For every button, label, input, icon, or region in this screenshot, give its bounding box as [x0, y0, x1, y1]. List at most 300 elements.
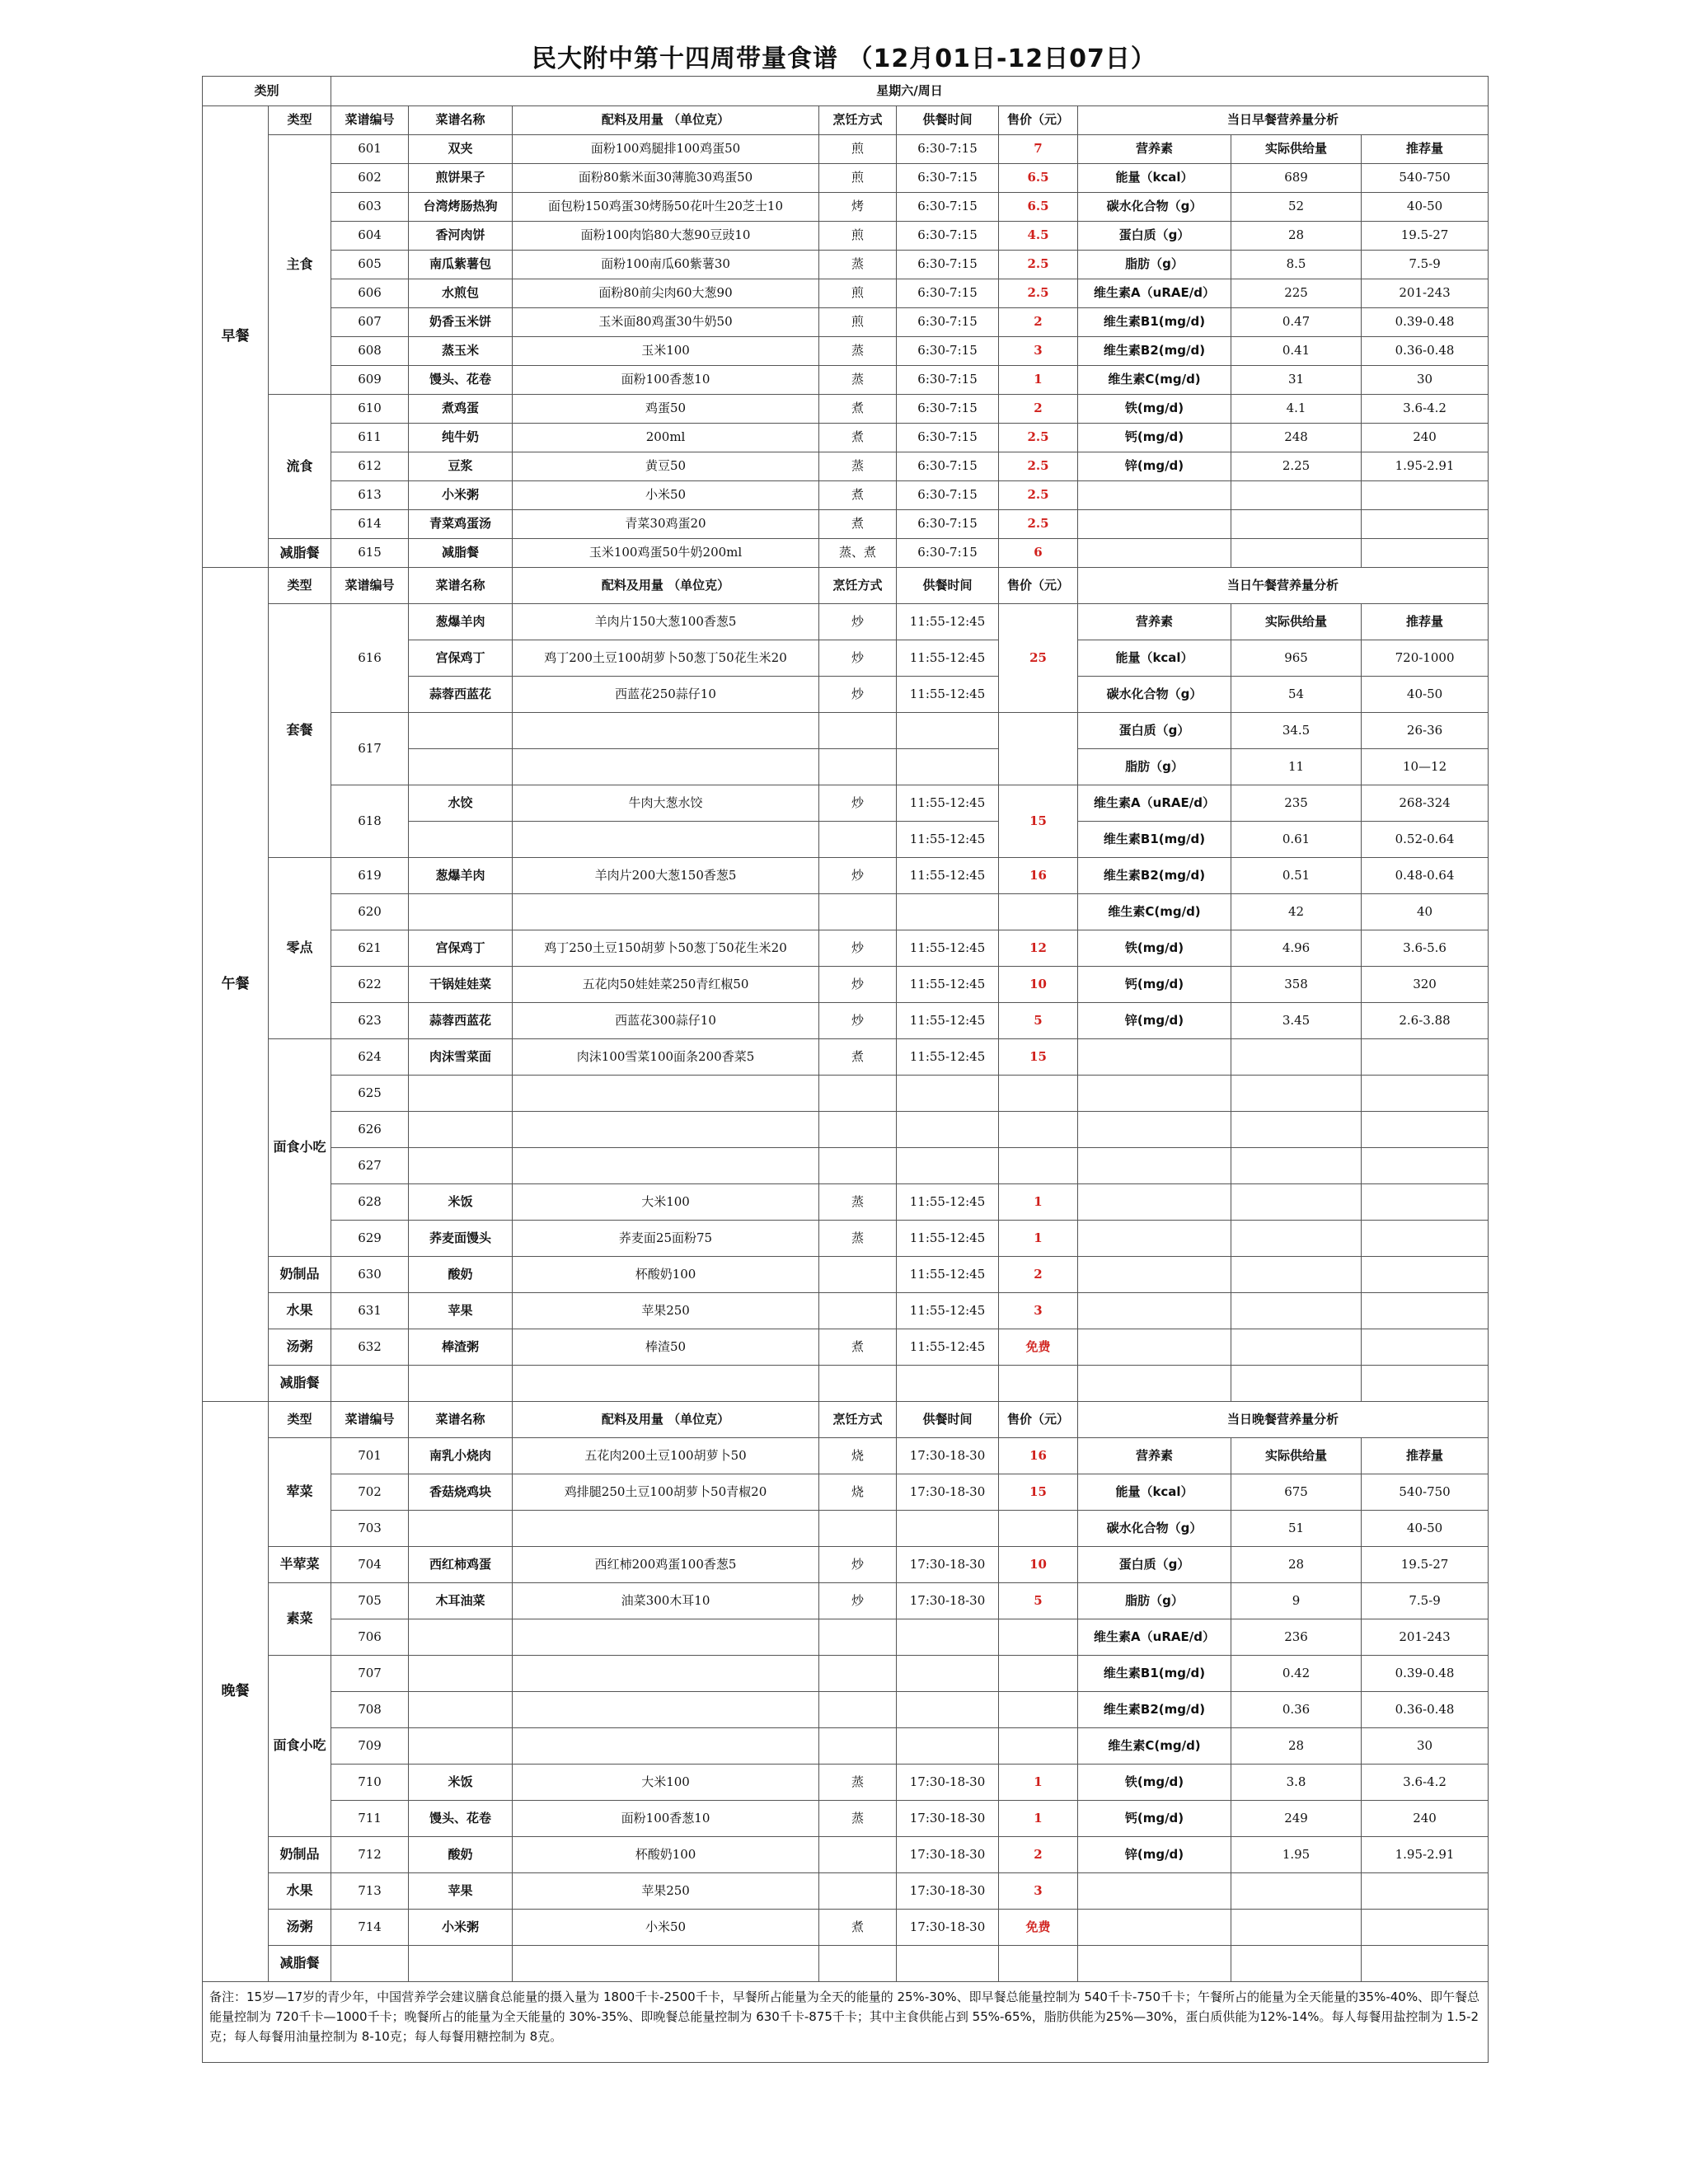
serving-time: 11:55-12:45	[897, 640, 999, 677]
dish-ingredients: 玉米100	[513, 337, 819, 366]
dish-ingredients: 大米100	[513, 1184, 819, 1221]
cook-method: 炒	[819, 1547, 897, 1583]
dish-name: 香河肉饼	[409, 222, 513, 251]
nutrient-name: 维生素C(mg/d)	[1078, 894, 1231, 930]
empty-cell	[1362, 1184, 1489, 1221]
dish-id: 632	[331, 1329, 409, 1366]
serving-time: 11:55-12:45	[897, 1257, 999, 1293]
dish-name	[409, 894, 513, 930]
dish-price: 免费	[999, 1329, 1078, 1366]
table-row	[203, 894, 1489, 930]
dish-price: 6	[999, 539, 1078, 568]
cook-method: 炒	[819, 677, 897, 713]
nutrition-analysis-title: 当日晚餐营养量分析	[1078, 1402, 1489, 1438]
menu-table	[202, 76, 1489, 2063]
empty-cell	[1078, 1039, 1231, 1076]
nutrient-actual: 0.61	[1231, 822, 1362, 858]
table-row	[203, 106, 1489, 135]
empty-cell	[513, 713, 819, 749]
dish-price: 2.5	[999, 279, 1078, 308]
table-row	[203, 279, 1489, 308]
empty-cell	[1078, 1257, 1231, 1293]
dish-name: 煮鸡蛋	[409, 395, 513, 424]
dish-name	[409, 1366, 513, 1402]
dish-type: 半荤菜	[269, 1547, 331, 1583]
serving-time: 11:55-12:45	[897, 677, 999, 713]
nutrient-actual: 51	[1231, 1511, 1362, 1547]
dish-price: 2	[999, 1837, 1078, 1873]
table-row	[203, 77, 1489, 106]
empty-cell	[1362, 1148, 1489, 1184]
empty-cell	[1078, 1873, 1231, 1910]
dish-price: 2.5	[999, 251, 1078, 279]
serving-time: 17:30-18-30	[897, 1910, 999, 1946]
dish-ingredients: 鸡丁200土豆100胡萝卜50葱丁50花生米20	[513, 640, 819, 677]
serving-time: 11:55-12:45	[897, 822, 999, 858]
cook-method: 炒	[819, 930, 897, 967]
section-label: 早餐	[203, 106, 269, 568]
table-row	[203, 251, 1489, 279]
empty-cell	[1078, 1112, 1231, 1148]
dish-id: 608	[331, 337, 409, 366]
empty-cell	[513, 749, 819, 785]
dish-ingredients	[513, 1366, 819, 1402]
ingredients-header: 配料及用量 （单位克）	[513, 106, 819, 135]
dish-type: 套餐	[269, 604, 331, 858]
cook-method: 煎	[819, 222, 897, 251]
serving-time: 11:55-12:45	[897, 1039, 999, 1076]
nutrient-name: 脂肪（g）	[1078, 1583, 1231, 1619]
serving-time: 11:55-12:45	[897, 1221, 999, 1257]
empty-cell	[1362, 1293, 1489, 1329]
dish-ingredients: 西红柿200鸡蛋100香葱5	[513, 1547, 819, 1583]
ingredients-header: 配料及用量 （单位克）	[513, 568, 819, 604]
dish-price: 5	[999, 1583, 1078, 1619]
dish-name: 奶香玉米饼	[409, 308, 513, 337]
empty-cell	[1078, 539, 1231, 568]
nutrient-name: 铁(mg/d)	[1078, 930, 1231, 967]
dish-ingredients: 鸡蛋50	[513, 395, 819, 424]
dish-id: 714	[331, 1910, 409, 1946]
table-row	[203, 366, 1489, 395]
nutrient-actual: 358	[1231, 967, 1362, 1003]
nutrient-recommended: 40-50	[1362, 677, 1489, 713]
dish-name: 香菇烧鸡块	[409, 1474, 513, 1511]
dish-name: 葱爆羊肉	[409, 604, 513, 640]
cook-method	[819, 1946, 897, 1982]
dish-name: 苹果	[409, 1873, 513, 1910]
time-header: 供餐时间	[897, 106, 999, 135]
empty-cell	[819, 713, 897, 749]
dish-ingredients	[513, 1728, 819, 1765]
dish-id: 631	[331, 1293, 409, 1329]
table-row	[203, 1583, 1489, 1619]
nutrient-name: 能量（kcal）	[1078, 164, 1231, 193]
serving-time	[897, 1946, 999, 1982]
nutrient-recommended: 0.39-0.48	[1362, 1656, 1489, 1692]
nutrient-name: 钙(mg/d)	[1078, 424, 1231, 452]
dish-name: 木耳油菜	[409, 1583, 513, 1619]
section-label: 晚餐	[203, 1402, 269, 1982]
dish-name: 馒头、花卷	[409, 1801, 513, 1837]
nutrient-recommended: 3.6-4.2	[1362, 395, 1489, 424]
dish-price: 1	[999, 1765, 1078, 1801]
table-row	[203, 1148, 1489, 1184]
ingredients-header: 配料及用量 （单位克）	[513, 1402, 819, 1438]
nutrient-name: 铁(mg/d)	[1078, 1765, 1231, 1801]
dish-id: 711	[331, 1801, 409, 1837]
dish-name: 煎饼果子	[409, 164, 513, 193]
dish-name	[409, 1148, 513, 1184]
id-header: 菜谱编号	[331, 106, 409, 135]
dish-type: 主食	[269, 135, 331, 395]
dish-id: 619	[331, 858, 409, 894]
empty-cell	[1078, 1946, 1231, 1982]
nutrient-name: 维生素C(mg/d)	[1078, 1728, 1231, 1765]
dish-name: 豆浆	[409, 452, 513, 481]
nutrient-actual: 236	[1231, 1619, 1362, 1656]
nutrient-actual: 0.42	[1231, 1656, 1362, 1692]
serving-time	[897, 1511, 999, 1547]
serving-time: 6:30-7:15	[897, 424, 999, 452]
dish-name	[409, 1656, 513, 1692]
cook-method	[819, 1837, 897, 1873]
dish-ingredients: 苹果250	[513, 1873, 819, 1910]
dish-ingredients: 油菜300木耳10	[513, 1583, 819, 1619]
nutrient-recommended: 201-243	[1362, 279, 1489, 308]
cook-method: 炒	[819, 604, 897, 640]
dish-id: 603	[331, 193, 409, 222]
nutrient-recommended: 320	[1362, 967, 1489, 1003]
nutrient-actual: 28	[1231, 222, 1362, 251]
nutrient-name: 维生素B1(mg/d)	[1078, 308, 1231, 337]
empty-cell	[1362, 1873, 1489, 1910]
dish-name: 青菜鸡蛋汤	[409, 510, 513, 539]
cook-method	[819, 1692, 897, 1728]
serving-time: 17:30-18-30	[897, 1801, 999, 1837]
dish-id: 606	[331, 279, 409, 308]
nutrient-recommended: 3.6-4.2	[1362, 1765, 1489, 1801]
nutrient-actual: 8.5	[1231, 251, 1362, 279]
nutrient-actual: 1.95	[1231, 1837, 1362, 1873]
table-row	[203, 1801, 1489, 1837]
dish-ingredients: 200ml	[513, 424, 819, 452]
table-row	[203, 713, 1489, 749]
empty-cell	[1231, 1366, 1362, 1402]
empty-cell	[1078, 1184, 1231, 1221]
dish-id: 712	[331, 1837, 409, 1873]
time-header: 供餐时间	[897, 1402, 999, 1438]
nutrient-actual: 52	[1231, 193, 1362, 222]
cook-header: 烹饪方式	[819, 568, 897, 604]
empty-cell	[1231, 1910, 1362, 1946]
nutrient-recommended: 19.5-27	[1362, 222, 1489, 251]
table-row	[203, 395, 1489, 424]
nutrient-actual: 675	[1231, 1474, 1362, 1511]
dish-ingredients	[513, 1656, 819, 1692]
recommended-header: 推荐量	[1362, 604, 1489, 640]
dish-price: 免费	[999, 1910, 1078, 1946]
price-header: 售价（元）	[999, 568, 1078, 604]
nutrient-recommended: 1.95-2.91	[1362, 1837, 1489, 1873]
nutrient-recommended: 40-50	[1362, 1511, 1489, 1547]
dish-price: 1	[999, 1221, 1078, 1257]
cook-method: 煮	[819, 1910, 897, 1946]
dish-ingredients: 大米100	[513, 1765, 819, 1801]
dish-name	[409, 1076, 513, 1112]
dish-type: 减脂餐	[269, 1946, 331, 1982]
table-row	[203, 967, 1489, 1003]
dish-id: 617	[331, 713, 409, 785]
nutrient-actual: 4.96	[1231, 930, 1362, 967]
dish-type: 荤菜	[269, 1438, 331, 1547]
empty-cell	[1078, 1329, 1231, 1366]
dish-id: 609	[331, 366, 409, 395]
empty-cell	[1078, 1910, 1231, 1946]
dish-name: 宫保鸡丁	[409, 640, 513, 677]
dish-price	[999, 1112, 1078, 1148]
nutrient-name: 能量（kcal）	[1078, 640, 1231, 677]
nutrient-actual: 42	[1231, 894, 1362, 930]
dish-ingredients	[513, 1076, 819, 1112]
dish-price	[999, 1366, 1078, 1402]
cook-method: 蒸	[819, 1184, 897, 1221]
nutrient-recommended: 10—12	[1362, 749, 1489, 785]
serving-time: 6:30-7:15	[897, 251, 999, 279]
table-row	[203, 1910, 1489, 1946]
cook-method	[819, 1728, 897, 1765]
table-row	[203, 1184, 1489, 1221]
table-row	[203, 1076, 1489, 1112]
dish-type: 流食	[269, 395, 331, 539]
nutrient-recommended: 0.52-0.64	[1362, 822, 1489, 858]
cook-method: 炒	[819, 785, 897, 822]
dish-ingredients: 面粉80前尖肉60大葱90	[513, 279, 819, 308]
empty-cell	[1231, 1946, 1362, 1982]
nutrient-recommended: 30	[1362, 366, 1489, 395]
nutrition-analysis-title: 当日午餐营养量分析	[1078, 568, 1489, 604]
dish-id: 703	[331, 1511, 409, 1547]
dish-id: 628	[331, 1184, 409, 1221]
cook-method: 蒸、煮	[819, 539, 897, 568]
cook-method: 蒸	[819, 452, 897, 481]
dish-ingredients	[513, 1148, 819, 1184]
serving-time	[897, 1366, 999, 1402]
dish-name	[409, 1692, 513, 1728]
dish-ingredients: 面粉80紫米面30薄脆30鸡蛋50	[513, 164, 819, 193]
nutrient-actual: 0.41	[1231, 337, 1362, 366]
dish-ingredients: 面粉100香葱10	[513, 366, 819, 395]
dish-id: 625	[331, 1076, 409, 1112]
table-row	[203, 164, 1489, 193]
nutrient-actual: 235	[1231, 785, 1362, 822]
dish-ingredients: 五花肉200土豆100胡萝卜50	[513, 1438, 819, 1474]
empty-cell	[1231, 1257, 1362, 1293]
empty-cell	[409, 713, 513, 749]
cook-method: 蒸	[819, 337, 897, 366]
nutrient-name: 锌(mg/d)	[1078, 1837, 1231, 1873]
serving-time	[897, 1692, 999, 1728]
dish-ingredients: 杯酸奶100	[513, 1837, 819, 1873]
serving-time: 6:30-7:15	[897, 337, 999, 366]
table-row	[203, 1873, 1489, 1910]
dish-price: 12	[999, 930, 1078, 967]
day-header: 星期六/周日	[331, 77, 1489, 106]
actual-header: 实际供给量	[1231, 135, 1362, 164]
nutrient-name: 蛋白质（g）	[1078, 1547, 1231, 1583]
serving-time: 6:30-7:15	[897, 481, 999, 510]
dish-id: 706	[331, 1619, 409, 1656]
nutrient-name: 碳水化合物（g）	[1078, 1511, 1231, 1547]
cook-method: 煮	[819, 1039, 897, 1076]
dish-ingredients	[513, 1946, 819, 1982]
empty-cell	[1362, 1910, 1489, 1946]
remarks-note: 备注：15岁—17岁的青少年，中国营养学会建议膳食总能量的摄入量为 1800千卡-2500千卡，早餐所占能量为全天的能量的 25%-30%、即早餐总能量控制为 540千卡-750千卡；午餐所占的能量为全天能量的35%-40%、即午餐总能量控制为 720千卡—1000千卡；晚餐所占的能量为全天能量的 30%-35%、即晚餐总能量控制为 630千卡-875千卡；其中主食供能占到 55%-65%，脂肪供能为25%—30%，蛋白质供能为12%-14%。每人每餐用盐控制为 1.5-2克；每人每餐用油量控制为 8-10克；每人每餐用糖控制为 8克。	[203, 1982, 1489, 2063]
dish-price	[999, 1076, 1078, 1112]
dish-type: 奶制品	[269, 1257, 331, 1293]
recommended-header: 推荐量	[1362, 135, 1489, 164]
dish-name: 南瓜紫薯包	[409, 251, 513, 279]
serving-time: 11:55-12:45	[897, 1329, 999, 1366]
table-row	[203, 785, 1489, 822]
dish-ingredients: 青菜30鸡蛋20	[513, 510, 819, 539]
serving-time: 11:55-12:45	[897, 858, 999, 894]
empty-cell	[1362, 1257, 1489, 1293]
cook-method	[819, 1293, 897, 1329]
dish-price	[999, 1692, 1078, 1728]
dish-name: 葱爆羊肉	[409, 858, 513, 894]
nutrient-name: 维生素B2(mg/d)	[1078, 337, 1231, 366]
nutrient-recommended: 1.95-2.91	[1362, 452, 1489, 481]
dish-name	[409, 1112, 513, 1148]
nutrient-name: 能量（kcal）	[1078, 1474, 1231, 1511]
nutrition-analysis-title: 当日早餐营养量分析	[1078, 106, 1489, 135]
dish-ingredients	[513, 1619, 819, 1656]
nutrient-actual: 28	[1231, 1728, 1362, 1765]
table-row	[203, 1003, 1489, 1039]
dish-price: 2	[999, 395, 1078, 424]
cook-method	[819, 1873, 897, 1910]
category-header: 类别	[203, 77, 331, 106]
nutrient-recommended: 268-324	[1362, 785, 1489, 822]
empty-cell	[1231, 481, 1362, 510]
section-label: 午餐	[203, 568, 269, 1402]
nutrient-recommended: 19.5-27	[1362, 1547, 1489, 1583]
serving-time: 6:30-7:15	[897, 539, 999, 568]
dish-ingredients: 苹果250	[513, 1293, 819, 1329]
cook-method: 煎	[819, 308, 897, 337]
actual-header: 实际供给量	[1231, 1438, 1362, 1474]
empty-cell	[1078, 481, 1231, 510]
nutrient-recommended: 26-36	[1362, 713, 1489, 749]
table-row	[203, 510, 1489, 539]
empty-cell	[1231, 1076, 1362, 1112]
table-row	[203, 930, 1489, 967]
cook-method	[819, 1148, 897, 1184]
table-row	[203, 222, 1489, 251]
time-header: 供餐时间	[897, 568, 999, 604]
dish-price	[999, 1511, 1078, 1547]
serving-time: 17:30-18-30	[897, 1873, 999, 1910]
table-row	[203, 424, 1489, 452]
dish-ingredients: 肉沫100雪菜100面条200香菜5	[513, 1039, 819, 1076]
empty-cell	[1362, 1221, 1489, 1257]
nutrient-recommended: 30	[1362, 1728, 1489, 1765]
serving-time: 11:55-12:45	[897, 604, 999, 640]
serving-time: 11:55-12:45	[897, 1003, 999, 1039]
dish-id: 601	[331, 135, 409, 164]
dish-ingredients: 面粉100香葱10	[513, 1801, 819, 1837]
dish-id: 705	[331, 1583, 409, 1619]
table-row	[203, 1474, 1489, 1511]
empty-cell	[1362, 539, 1489, 568]
table-row	[203, 308, 1489, 337]
dish-type: 水果	[269, 1873, 331, 1910]
nutrient-name: 维生素B1(mg/d)	[1078, 1656, 1231, 1692]
empty-cell	[1362, 481, 1489, 510]
dish-price: 2.5	[999, 481, 1078, 510]
empty-cell	[1231, 539, 1362, 568]
table-row	[203, 1728, 1489, 1765]
cook-method: 煮	[819, 395, 897, 424]
dish-id: 613	[331, 481, 409, 510]
nutrient-recommended: 7.5-9	[1362, 1583, 1489, 1619]
serving-time	[897, 1112, 999, 1148]
nutrient-recommended: 540-750	[1362, 164, 1489, 193]
table-row	[203, 1946, 1489, 1982]
nutrient-actual: 0.47	[1231, 308, 1362, 337]
dish-id	[331, 1946, 409, 1982]
cook-method: 烧	[819, 1474, 897, 1511]
cook-header: 烹饪方式	[819, 106, 897, 135]
nutrient-actual: 0.36	[1231, 1692, 1362, 1728]
nutrient-actual: 31	[1231, 366, 1362, 395]
cook-method	[819, 1366, 897, 1402]
nutrient-actual: 965	[1231, 640, 1362, 677]
serving-time	[897, 1619, 999, 1656]
nutrient-recommended: 240	[1362, 424, 1489, 452]
dish-ingredients: 杯酸奶100	[513, 1257, 819, 1293]
nutrient-name: 维生素B2(mg/d)	[1078, 858, 1231, 894]
dish-price: 2	[999, 1257, 1078, 1293]
dish-price: 25	[999, 604, 1078, 713]
table-row	[203, 1656, 1489, 1692]
dish-name: 蒜蓉西蓝花	[409, 1003, 513, 1039]
cook-method: 煎	[819, 135, 897, 164]
serving-time	[897, 1076, 999, 1112]
dish-name: 宫保鸡丁	[409, 930, 513, 967]
cook-method: 蒸	[819, 1221, 897, 1257]
nutrient-actual: 54	[1231, 677, 1362, 713]
empty-cell	[1362, 1946, 1489, 1982]
dish-id: 623	[331, 1003, 409, 1039]
nutrient-recommended: 0.36-0.48	[1362, 1692, 1489, 1728]
nutrient-name: 维生素B1(mg/d)	[1078, 822, 1231, 858]
table-row	[203, 481, 1489, 510]
empty-cell	[1078, 510, 1231, 539]
dish-price: 15	[999, 1474, 1078, 1511]
serving-time	[897, 1728, 999, 1765]
nutrient-actual: 9	[1231, 1583, 1362, 1619]
table-row	[203, 193, 1489, 222]
nutrient-recommended: 0.39-0.48	[1362, 308, 1489, 337]
nutrient-actual: 4.1	[1231, 395, 1362, 424]
empty-cell	[897, 713, 999, 749]
table-row	[203, 1619, 1489, 1656]
cook-method	[819, 1112, 897, 1148]
nutrient-name: 锌(mg/d)	[1078, 452, 1231, 481]
nutrient-recommended: 540-750	[1362, 1474, 1489, 1511]
